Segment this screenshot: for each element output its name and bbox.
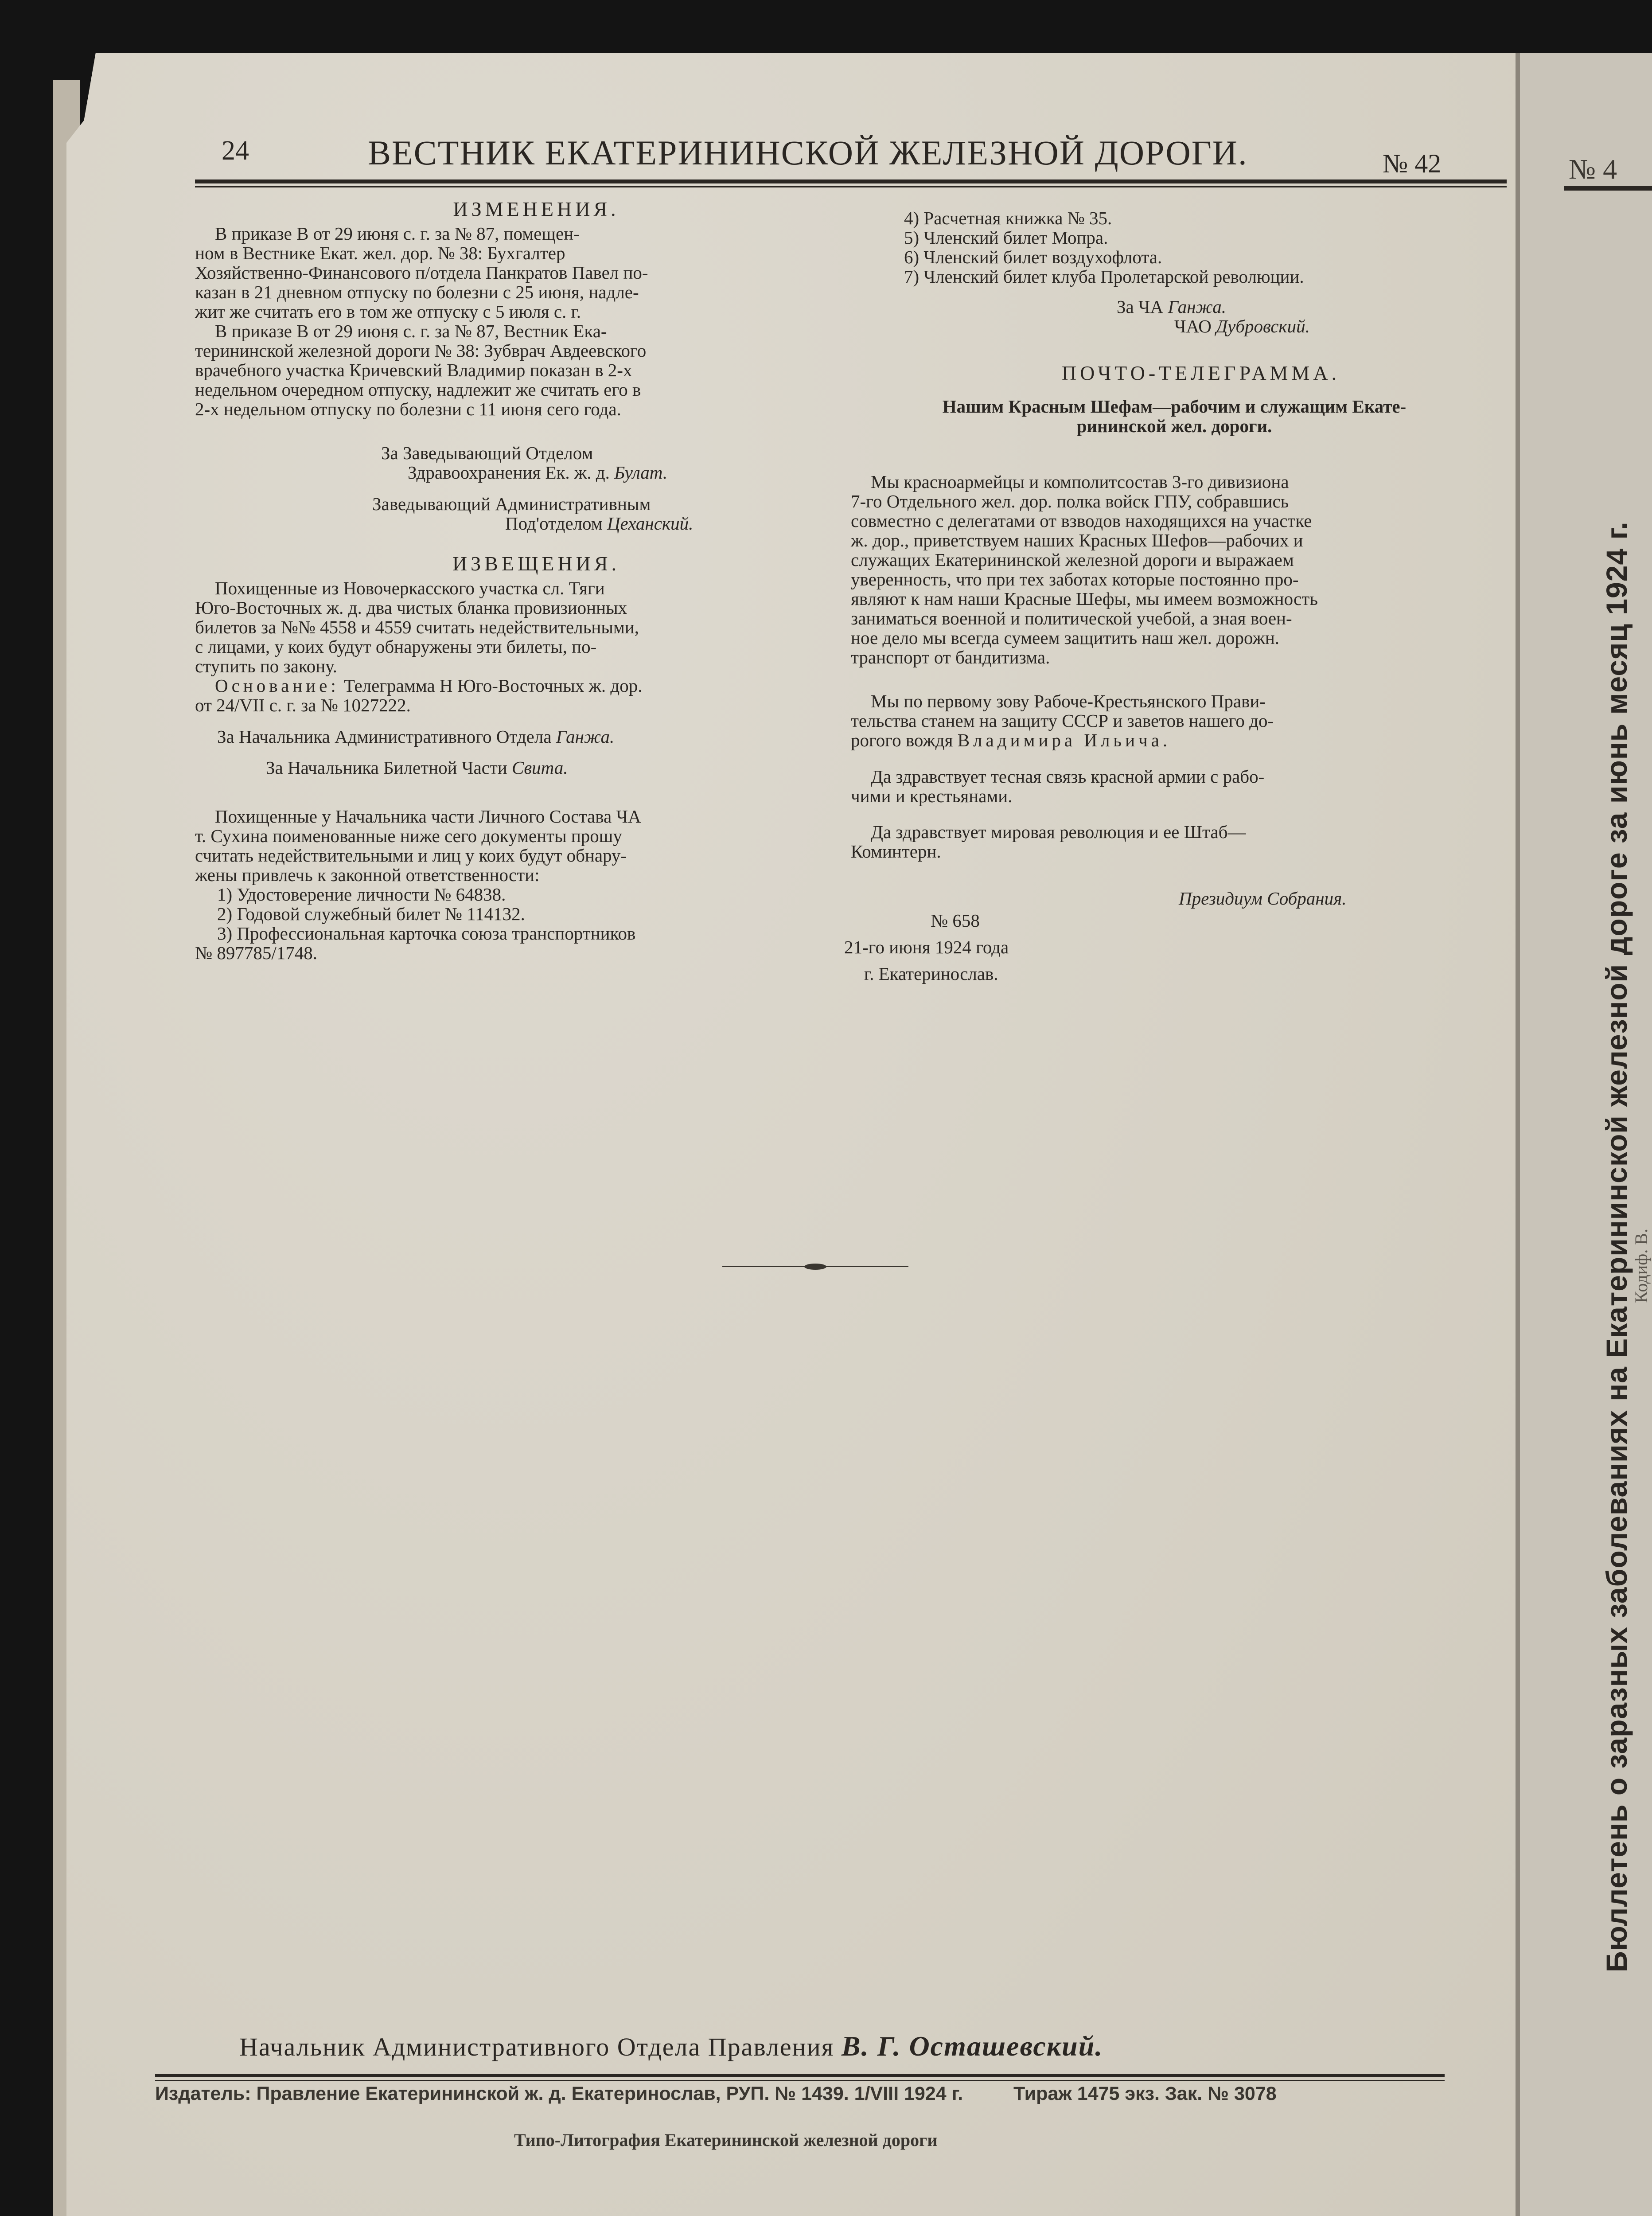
next-page-rule: [1564, 186, 1652, 191]
text-line: уверенность, что при тех заботах которые постоянно про-: [851, 569, 1299, 589]
basis-text: Телеграмма Н Юго-Восточных ж. дор.: [344, 675, 643, 696]
telegram-subtitle: [851, 397, 1498, 436]
changes-paragraph-2: [195, 321, 824, 419]
signature-ticket-dept: [266, 758, 842, 777]
signature-personnel: [1117, 297, 1471, 336]
text-line: 2-х недельном отпуску по болезни с 11 июня сего года.: [195, 399, 621, 419]
list-item: 2) Годовой служебный билет № 114132.: [217, 904, 525, 924]
print-run: Тираж 1475 экз. Зак. № 3078: [1013, 2083, 1277, 2104]
text-line: являют к нам наши Красные Шефы, мы имеем возможность: [851, 589, 1318, 609]
telegram-paragraph-3: [851, 767, 1498, 806]
text-line: т. Сухина поименованные ниже сего документы прошу: [195, 826, 622, 846]
signature-name: В. Г. Осташевский.: [841, 2030, 1103, 2062]
signature-name: Дубровский.: [1216, 316, 1310, 336]
list-item: 6) Членский билет воздухофлота.: [904, 247, 1162, 267]
text-line: В приказе В от 29 июня с. г. за № 87, Вестник Ека-: [215, 321, 607, 341]
list-item: 5) Членский билет Мопра.: [904, 227, 1108, 248]
text-line: заниматься военной и политической учебой, а зная воен-: [851, 608, 1292, 628]
signature-title: За ЧА: [1117, 297, 1164, 317]
notices-paragraph-1: [195, 578, 824, 676]
list-item: 4) Расчетная книжка № 35.: [904, 208, 1112, 228]
changes-paragraph-1: [195, 224, 824, 321]
list-item: № 897785/1748.: [195, 943, 318, 963]
text-line: недельном очередном отпуску, надлежит же считать его в: [195, 379, 641, 400]
signature-name: Свита.: [511, 757, 568, 778]
signature-name: Ганжа.: [1168, 297, 1226, 317]
issue-number: № 42: [1383, 149, 1442, 178]
masthead-title: ВЕСТНИК ЕКАТЕРИНИНСКОЙ ЖЕЛЕЗНОЙ ДОРОГИ.: [368, 133, 1248, 172]
signature-line: Заведывающий Административным: [372, 494, 651, 514]
list-item: 7) Членский билет клуба Пролетарской революции.: [904, 266, 1304, 287]
signature-admin-dept: [217, 727, 846, 746]
signature-line: [1117, 297, 1471, 316]
signature-title: За Начальника Административного Отдела: [217, 726, 552, 747]
signature-title: За Начальника Билетной Части: [266, 757, 507, 778]
next-page-code: Кодиф. В.: [1631, 1229, 1651, 1303]
presidium-signature: [1179, 889, 1489, 908]
text-line: жит же считать его в том же отпуску с 5 июля с. г.: [195, 301, 581, 322]
leader-name: Владимира Ильича.: [957, 730, 1171, 750]
text-line: Похищенные у Начальника части Личного Состава ЧА: [215, 806, 641, 827]
text-line: Да здравствует тесная связь красной армии с рабо-: [871, 766, 1265, 787]
footer-rule-thin: [155, 2080, 1445, 2081]
text-line: от 24/VII с. г. за № 1027222.: [195, 695, 411, 715]
text-fragment: рогого вождя: [851, 730, 953, 750]
signature-name: Ганжа.: [556, 726, 615, 747]
header-rule-thick: [195, 179, 1507, 183]
signature-line: [1117, 316, 1471, 336]
text-line: Хозяйственно-Финансового п/отдела Панкратов Павел по-: [195, 262, 648, 283]
signature-title: ЧАО: [1174, 316, 1212, 336]
text-line: В приказе В от 29 июня с. г. за № 87, помещен-: [215, 223, 580, 244]
page-number: 24: [222, 136, 249, 166]
publisher-text: Издатель: Правление Екатерининской ж. д. Екатеринослав, РУП. № 1439. 1/VIII 1924 г.: [155, 2083, 963, 2104]
telegram-number: № 658: [931, 910, 980, 931]
signature-admin-subdept: [372, 494, 860, 533]
text-line: Юго-Восточных ж. д. два чистых бланка провизионных: [195, 597, 627, 618]
text-line: [195, 676, 824, 695]
text-line: служащих Екатерининской железной дороги и выражаем: [851, 550, 1294, 570]
basis-label: Основание:: [215, 675, 339, 696]
changes-title: ИЗМЕНЕНИЯ.: [453, 198, 620, 220]
telegram-paragraph-2: [851, 691, 1498, 750]
list-item: 1) Удостоверение личности № 64838.: [217, 884, 506, 905]
text-line: Да здравствует мировая революция и ее Штаб—: [871, 822, 1246, 842]
documents-list-left: [195, 885, 824, 963]
publisher-imprint: [155, 2083, 1277, 2105]
printing-house: Типо-Литография Екатерининской железной дороги: [514, 2130, 938, 2150]
signature-line: [381, 463, 869, 482]
signature-title: Начальник Административного Отдела Правления: [239, 2033, 834, 2061]
telegram-paragraph-1: [851, 472, 1498, 667]
text-line: жены привлечь к законной ответственности:: [195, 865, 540, 885]
text-line: Похищенные из Новочеркасского участка сл. Тяги: [215, 578, 605, 598]
text-line: транспорт от бандитизма.: [851, 647, 1050, 667]
text-line: казан в 21 дневном отпуску по болезни с 25 июня, надле-: [195, 282, 639, 302]
text-line: 7-го Отдельного жел. дор. полка войск ГПУ, собравшись: [851, 491, 1289, 511]
notices-title: ИЗВЕЩЕНИЯ.: [452, 552, 620, 575]
telegram-place: г. Екатеринослав.: [864, 964, 998, 984]
text-line: [851, 730, 1498, 750]
text-line: ное дело мы всегда сумеем защитить наш жел. дорожн.: [851, 628, 1280, 648]
text-line: Коминтерн.: [851, 841, 941, 862]
signature-health-dept: [381, 443, 869, 482]
text-line: совместно с делегатами от взводов находящихся на участке: [851, 511, 1312, 531]
text-line: Мы красноармейцы и комполитсостав 3-го дивизиона: [871, 472, 1289, 492]
telegram-title: ПОЧТО-ТЕЛЕГРАММА.: [1061, 362, 1340, 384]
text-line: врачебного участка Кричевский Владимир показан в 2-х: [195, 360, 632, 380]
text-line: тельства станем на защиту СССР и заветов нашего до-: [851, 710, 1274, 731]
signature-name: Президиум Собрания.: [1179, 888, 1347, 909]
telegram-paragraph-4: [851, 822, 1498, 861]
notices-basis: [195, 676, 824, 715]
text-line: ступить по закону.: [195, 656, 337, 676]
footer-rule-thick: [155, 2074, 1445, 2077]
text-line: ж. дор., приветствуем наших Красных Шефов—рабочих и: [851, 530, 1303, 550]
next-page-issue: № 4: [1569, 153, 1617, 185]
ornamental-divider: [722, 1265, 908, 1268]
list-item: 3) Профессиональная карточка союза транспортников: [217, 923, 636, 944]
text-line: с лицами, у коих будут обнаружены эти билеты, по-: [195, 636, 597, 657]
next-page-side-title: Бюллетень о заразных заболеваниях на Екатерининской железной дороге за июнь месяц 1924 г.: [1600, 521, 1633, 1972]
chief-signature: [239, 2030, 1103, 2063]
signature-title: Под'отделом: [505, 513, 603, 534]
signature-line: За Заведывающий Отделом: [381, 443, 593, 463]
signature-name: Цеханский.: [607, 513, 694, 534]
text-line: Нашим Красным Шефам—рабочим и служащим Екате-: [942, 396, 1407, 417]
header-rule-thin: [195, 186, 1507, 187]
signature-title: Здравоохранения Ек. ж. д.: [408, 462, 610, 483]
text-line: ном в Вестнике Екат. жел. дор. № 38: Бухгалтер: [195, 243, 565, 263]
text-line: считать недействительными и лиц у коих будут обнару-: [195, 845, 627, 866]
notices-paragraph-2: [195, 807, 824, 885]
documents-list-right: [904, 208, 1498, 286]
divider-ornament: [804, 1264, 826, 1270]
text-line: чими и крестьянами.: [851, 786, 1013, 806]
text-line: терининской железной дороги № 38: Зубврач Авдеевского: [195, 340, 647, 361]
signature-name: Булат.: [614, 462, 668, 483]
text-line: билетов за №№ 4558 и 4559 считать недействительными,: [195, 617, 639, 637]
text-line: рининской жел. дороги.: [1076, 416, 1272, 436]
text-line: Мы по первому зову Рабоче-Крестьянского Прави-: [871, 691, 1266, 711]
telegram-date: 21-го июня 1924 года: [844, 937, 1009, 957]
signature-line: [372, 514, 860, 533]
